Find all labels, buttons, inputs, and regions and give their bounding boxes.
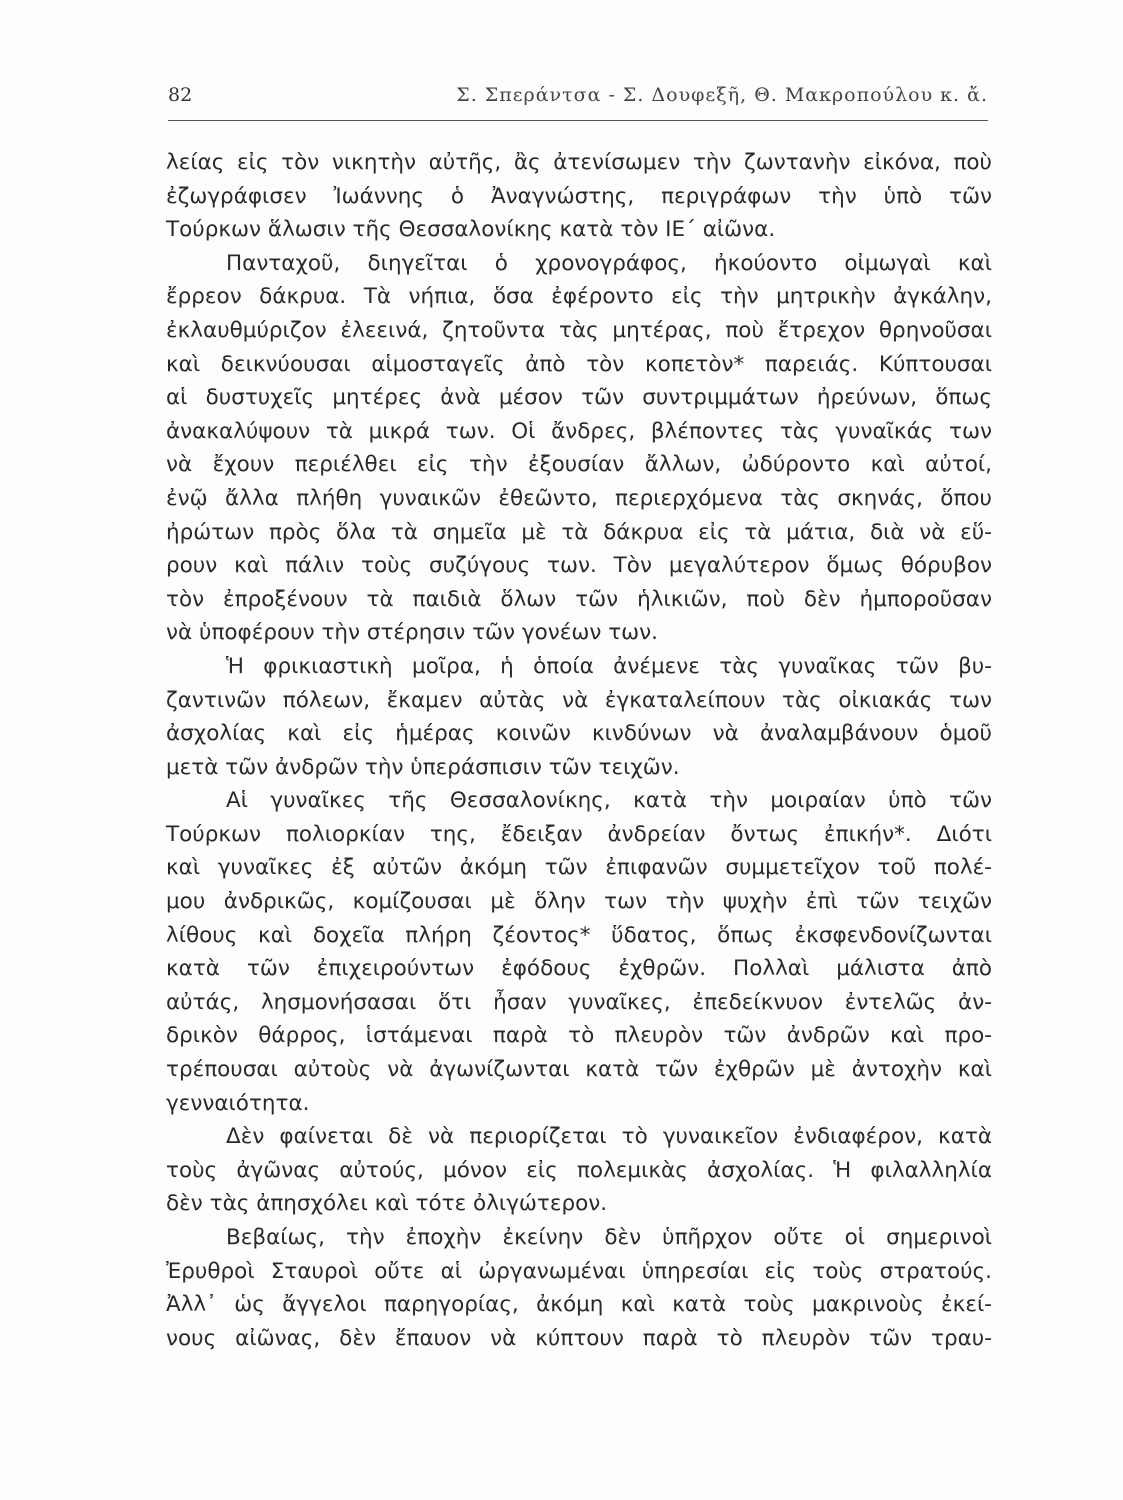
header-rule [168, 120, 988, 121]
page-number: 82 [168, 84, 193, 106]
text-line: Αἱ γυναῖκες τῆς Θεσσαλονίκης, κατὰ τὴν μοιραίαν ὑπὸ τῶν [226, 788, 992, 814]
text-line: αἱ δυστυχεῖς μητέρες ἀνὰ μέσον τῶν συντριμμάτων ἠρεύνων, ὅπως [166, 385, 992, 411]
text-line: Ἐρυθροὶ Σταυροὶ οὔτε αἱ ὠργανωμέναι ὑπηρεσίαι εἰς τοὺς στρατούς. [166, 1258, 992, 1284]
text-line: ἠρώτων πρὸς ὅλα τὰ σημεῖα μὲ τὰ δάκρυα εἰς τὰ μάτια, διὰ νὰ εὕ- [166, 519, 992, 545]
text-line: δρικὸν θάρρος, ἱστάμεναι παρὰ τὸ πλευρὸν τῶν ἀνδρῶν καὶ προ- [166, 1023, 992, 1049]
text-line: καὶ γυναῖκες ἐξ αὐτῶν ἀκόμη τῶν ἐπιφανῶν συμμετεῖχον τοῦ πολέ- [166, 855, 992, 881]
text-line: ἐνῷ ἄλλα πλήθη γυναικῶν ἐθεῶντο, περιερχόμενα τὰς σκηνάς, ὅπου [166, 485, 992, 511]
text-line: τοὺς ἀγῶνας αὐτούς, μόνον εἰς πολεμικὰς ἀσχολίας. Ἡ φιλαλληλία [166, 1157, 992, 1183]
text-line: καὶ δεικνύουσαι αἱμοσταγεῖς ἀπὸ τὸν κοπετὸν* παρειάς. Κύπτουσαι [166, 351, 992, 377]
text-line: Βεβαίως, τὴν ἐποχὴν ἐκείνην δὲν ὑπῆρχον οὔτε οἱ σημερινοὶ [226, 1225, 992, 1250]
text-line: ζαντινῶν πόλεων, ἔκαμεν αὐτὰς νὰ ἐγκαταλείπουν τὰς οἰκιακάς των [166, 687, 992, 713]
text-line: λίθους καὶ δοχεῖα πλήρη ζέοντος* ὕδατος, ὅπως ἐκσφενδονίζωνται [166, 922, 992, 948]
text-line: νὰ ὑποφέρουν τὴν στέρησιν τῶν γονέων των. [166, 620, 659, 646]
running-head-authors: Σ. Σπεράντσα - Σ. Δουφεξῆ, Θ. Μακροπούλου κ. ἄ. [456, 84, 988, 106]
text-line: μετὰ τῶν ἀνδρῶν τὴν ὑπεράσπισιν τῶν τειχῶν. [166, 754, 680, 780]
text-line: Δὲν φαίνεται δὲ νὰ περιορίζεται τὸ γυναικεῖον ἐνδιαφέρον, κατὰ [226, 1124, 992, 1150]
text-line: γενναιότητα. [166, 1090, 310, 1116]
text-line: ἀνακαλύψουν τὰ μικρά των. Οἱ ἄνδρες, βλέποντες τὰς γυναῖκάς των [166, 418, 992, 444]
text-line: ἀσχολίας καὶ εἰς ἡμέρας κοινῶν κινδύνων νὰ ἀναλαμβάνουν ὁμοῦ [166, 721, 992, 747]
text-line: νους αἰῶνας, δὲν ἔπαυον νὰ κύπτουν παρὰ τὸ πλευρὸν τῶν τραυ- [166, 1325, 992, 1351]
text-line: κατὰ τῶν ἐπιχειρούντων ἐφόδους ἐχθρῶν. Πολλαὶ μάλιστα ἀπὸ [166, 956, 992, 982]
text-line: ρουν καὶ πάλιν τοὺς συζύγους των. Τὸν μεγαλύτερον ὅμως θόρυβον [166, 553, 992, 579]
text-line: Τούρκων πολιορκίαν της, ἔδειξαν ἀνδρείαν ὄντως ἐπικήν*. Διότι [166, 821, 992, 847]
text-line: ἐζωγράφισεν Ἰωάννης ὁ Ἀναγνώστης, περιγράφων τὴν ὑπὸ τῶν [166, 183, 992, 209]
text-line: Τούρκων ἅλωσιν τῆς Θεσσαλονίκης κατὰ τὸν ΙΕ΄ αἰῶνα. [166, 217, 776, 243]
text-line: τὸν ἐπροξένουν τὰ παιδιὰ ὅλων τῶν ἡλικιῶν, ποὺ δὲν ἠμποροῦσαν [166, 586, 992, 612]
text-line: νὰ ἔχουν περιέλθει εἰς τὴν ἐξουσίαν ἄλλων, ὠδύροντο καὶ αὐτοί, [166, 452, 992, 478]
text-line: Πανταχοῦ, διηγεῖται ὁ χρονογράφος, ἠκούοντο οἰμωγαὶ καὶ [226, 250, 992, 276]
text-line: τρέπουσαι αὐτοὺς νὰ ἀγωνίζωνται κατὰ τῶν ἐχθρῶν μὲ ἀντοχὴν καὶ [166, 1057, 992, 1083]
text-line: δὲν τὰς ἀπησχόλει καὶ τότε ὀλιγώτερον. [166, 1191, 608, 1217]
text-line: λείας εἰς τὸν νικητὴν αὐτῆς, ἂς ἀτενίσωμεν τὴν ζωντανὴν εἰκόνα, ποὺ [166, 150, 992, 175]
text-line: Ἡ φρικιαστικὴ μοῖρα, ἡ ὁποία ἀνέμενε τὰς γυναῖκας τῶν βυ- [226, 653, 992, 679]
text-line: μου ἀνδρικῶς, κομίζουσαι μὲ ὅλην των τὴν ψυχὴν ἐπὶ τῶν τειχῶν [166, 889, 992, 915]
text-line: ἐκλαυθμύριζον ἐλεεινά, ζητοῦντα τὰς μητέρας, ποὺ ἔτρεχον θρηνοῦσαι [166, 317, 992, 343]
body-text [166, 146, 992, 1355]
text-line: ἔρρεον δάκρυα. Τὰ νήπια, ὅσα ἐφέροντο εἰς τὴν μητρικὴν ἀγκάλην, [166, 284, 992, 310]
text-line: αὐτάς, λησμονήσασαι ὅτι ἦσαν γυναῖκες, ἐπεδείκνυον ἐντελῶς ἀν- [166, 989, 992, 1015]
text-line: Ἀλλ᾽ ὡς ἄγγελοι παρηγορίας, ἀκόμη καὶ κατὰ τοὺς μακρινοὺς ἐκεί- [166, 1292, 992, 1318]
running-head [168, 84, 988, 114]
